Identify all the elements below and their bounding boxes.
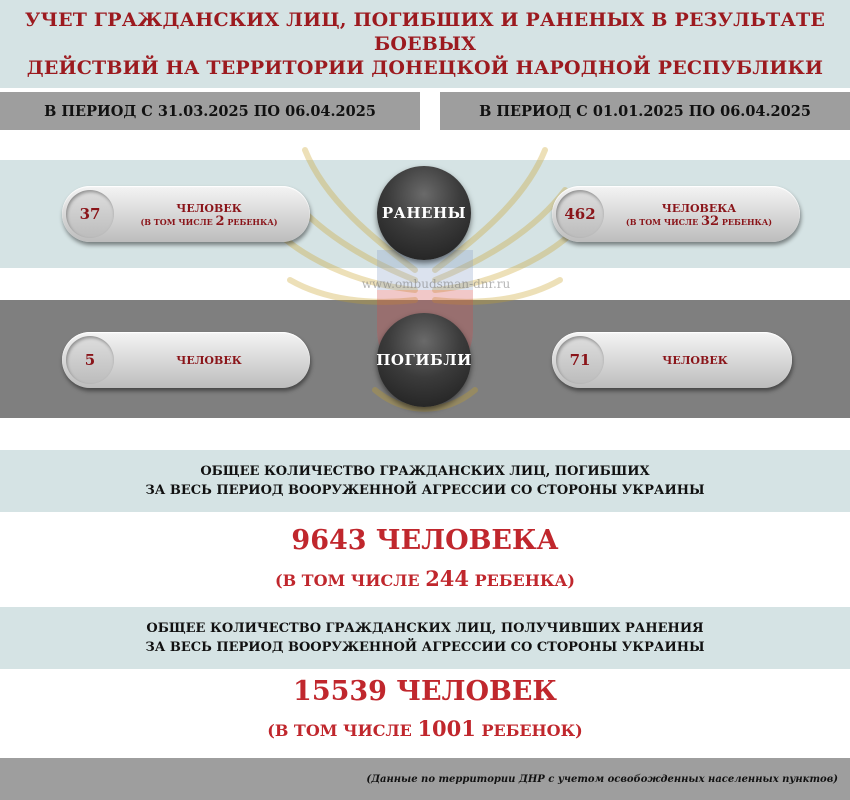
wounded-year-text [608,186,790,242]
title-line-1: УЧЕТ ГРАЖДАНСКИХ ЛИЦ, ПОГИБШИХ И РАНЕНЫХ В РЕЗУЛЬТАТЕ БОЕВЫХ [24,9,826,55]
wounded-year-unit: ЧЕЛОВЕКА [661,201,737,215]
period-left-label: В ПЕРИОД С 31.03.2025 ПО 06.04.2025 [44,102,376,120]
wounded-week-text [118,186,300,242]
killed-year-pill [552,332,792,388]
killed-label-orb: ПОГИБЛИ [377,313,471,407]
period-divider [420,92,440,160]
wounded-week-pill [62,186,310,242]
spacer-left [0,130,410,160]
total-killed-value: 9643 ЧЕЛОВЕКА [291,525,559,556]
killed-week-text [118,332,300,388]
wounded-year-pill [552,186,800,242]
wounded-week-number: 37 [79,205,101,223]
killed-year-number-badge [556,336,604,384]
wounded-week-unit: ЧЕЛОВЕК [176,201,242,215]
total-wounded-heading-line-2: ЗА ВЕСЬ ПЕРИОД ВООРУЖЕННОЙ АГРЕССИИ СО СТОРОНЫ УКРАИНЫ [145,640,705,655]
website-watermark: www.ombudsman-dnr.ru [361,277,511,291]
wounded-year-number: 462 [564,205,596,223]
killed-week-number: 5 [84,351,96,369]
total-killed-children: (В ТОМ ЧИСЛЕ 244 РЕБЕНКА) [275,566,575,591]
total-killed-heading [0,450,850,512]
wounded-week-number-badge [66,190,114,238]
spacer-right [440,130,850,160]
title-line-2: ДЕЙСТВИЙ НА ТЕРРИТОРИИ ДОНЕЦКОЙ НАРОДНОЙ РЕСПУБЛИКИ [26,57,824,79]
total-wounded-heading [0,607,850,669]
period-right-label: В ПЕРИОД С 01.01.2025 ПО 06.04.2025 [479,102,811,120]
total-wounded-children: (В ТОМ ЧИСЛЕ 1001 РЕБЕНОК) [267,716,583,741]
killed-week-unit: ЧЕЛОВЕК [176,353,242,367]
killed-week-number-badge [66,336,114,384]
killed-year-number: 71 [569,351,591,369]
wounded-week-children: (В ТОМ ЧИСЛЕ 2 РЕБЕНКА) [140,213,278,229]
total-killed-heading-line-1: ОБЩЕЕ КОЛИЧЕСТВО ГРАЖДАНСКИХ ЛИЦ, ПОГИБШИХ [200,464,650,479]
wounded-label-orb: РАНЕНЫ [377,166,471,260]
total-killed-heading-line-2: ЗА ВЕСЬ ПЕРИОД ВООРУЖЕННОЙ АГРЕССИИ СО СТОРОНЫ УКРАИНЫ [145,483,705,498]
total-wounded-value: 15539 ЧЕЛОВЕК [293,676,557,707]
footer-note: (Данные по территории ДНР с учетом освобожденных населенных пунктов) [0,758,850,800]
killed-year-unit: ЧЕЛОВЕК [662,353,728,367]
wounded-year-children: (В ТОМ ЧИСЛЕ 32 РЕБЕНКА) [625,213,773,229]
wounded-year-number-badge [556,190,604,238]
killed-week-pill [62,332,310,388]
killed-year-text [608,332,782,388]
page-title [0,0,850,88]
total-wounded-heading-line-1: ОБЩЕЕ КОЛИЧЕСТВО ГРАЖДАНСКИХ ЛИЦ, ПОЛУЧИВШИХ РАНЕНИЯ [146,621,704,636]
